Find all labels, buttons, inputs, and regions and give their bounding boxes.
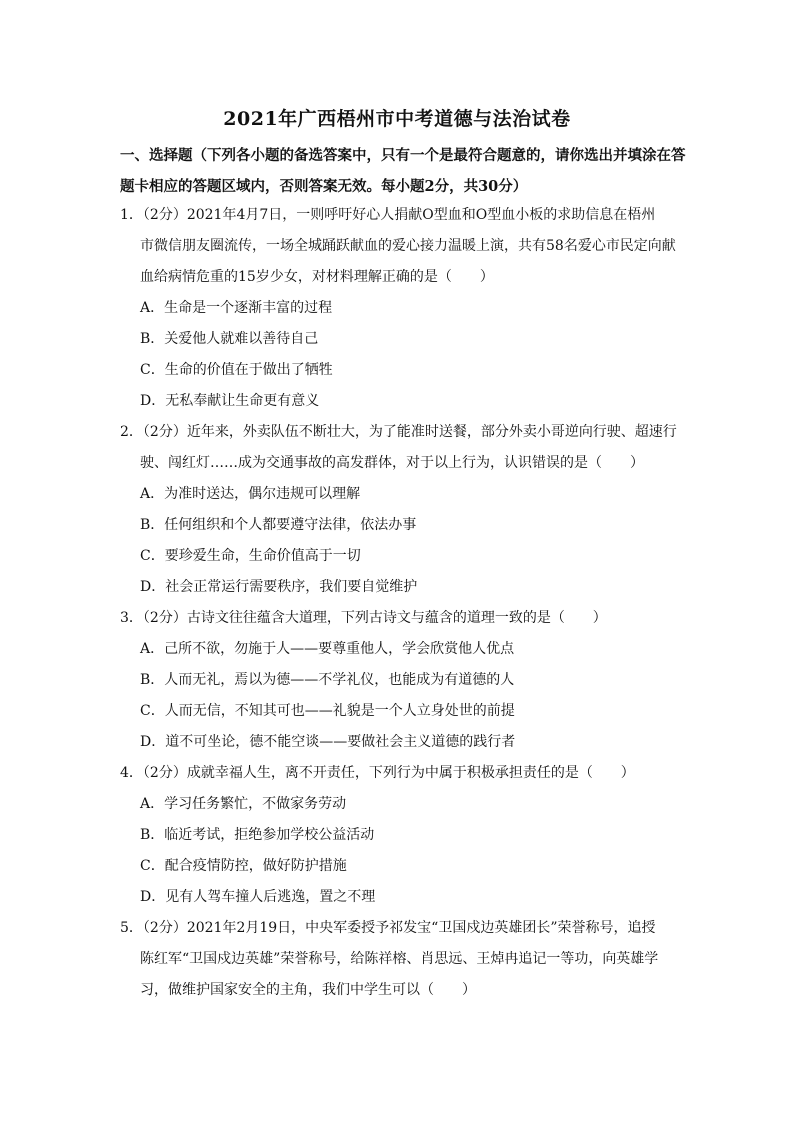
answer-option: C．配合疫情防控，做好防护措施 xyxy=(140,858,347,874)
answer-option: C．人而无信，不知其可也——礼貌是一个人立身处世的前提 xyxy=(140,703,515,719)
section-heading-line: 一、选择题（下列各小题的备选答案中，只有一个是最符合题意的，请你选出并填涂在答 xyxy=(120,147,686,164)
section-heading-line: 题卡相应的答题区域内，否则答案无效。每小题2分，共30分） xyxy=(120,178,528,195)
answer-option: C．生命的价值在于做出了牺牲 xyxy=(140,362,333,378)
answer-option: D．社会正常运行需要秩序，我们要自觉维护 xyxy=(140,579,418,595)
answer-option: B．人而无礼，焉以为德——不学礼仪，也能成为有道德的人 xyxy=(140,672,515,688)
answer-option: C．要珍爱生命，生命价值高于一切 xyxy=(140,548,361,564)
question-stem-line: 2．（2分）近年来，外卖队伍不断壮大，为了能准时送餐，部分外卖小哥逆向行驶、超速行 xyxy=(120,424,677,440)
question-item xyxy=(120,913,702,1006)
question-stem-line: 3．（2分）古诗文往往蕴含大道理，下列古诗文与蕴含的道理一致的是（ ） xyxy=(120,610,607,626)
question-item xyxy=(120,417,702,603)
question-stem-line: 习，做维护国家安全的主角，我们中学生可以（ ） xyxy=(140,982,476,998)
answer-option: A．为准时送达，偶尔违规可以理解 xyxy=(140,486,361,502)
question-stem-line: 4．（2分）成就幸福人生，离不开责任，下列行为中属于积极承担责任的是（ ） xyxy=(120,765,635,781)
question-stem-line: 血给病情危重的15岁少女，对材料理解正确的是（ ） xyxy=(140,269,494,285)
answer-option: B．任何组织和个人都要遵守法律，依法办事 xyxy=(140,517,417,533)
answer-option: A．学习任务繁忙，不做家务劳动 xyxy=(140,796,347,812)
answer-option: D．见有人驾车撞人后逃逸，置之不理 xyxy=(140,889,376,905)
answer-option: D．道不可坐论，德不能空谈——要做社会主义道德的践行者 xyxy=(140,734,516,750)
question-stem-line: 市微信朋友圈流传，一场全城踊跃献血的爱心接力温暖上演，共有58名爱心市民定向献 xyxy=(140,238,676,254)
answer-option: D．无私奉献让生命更有意义 xyxy=(140,393,320,409)
question-list xyxy=(120,200,702,1006)
question-stem-line: 驶、闯红灯……成为交通事故的高发群体，对于以上行为，认识错误的是（ ） xyxy=(140,455,644,471)
answer-option: B．关爱他人就难以善待自己 xyxy=(140,331,319,347)
answer-option: A．生命是一个逐渐丰富的过程 xyxy=(140,300,333,316)
question-stem-line: 5．（2分）2021年2月19日，中央军委授予祁发宝“卫国戍边英雄团长”荣誉称号，追授 xyxy=(120,920,656,936)
question-item xyxy=(120,758,702,913)
answer-option: A．己所不欲，勿施于人——要尊重他人，学会欣赏他人优点 xyxy=(140,641,515,657)
page-title: 2021年广西梧州市中考道德与法治试卷 xyxy=(223,108,571,130)
question-stem-line: 陈红军“卫国戍边英雄”荣誉称号，给陈祥榕、肖思远、王焯冉追记一等功，向英雄学 xyxy=(140,951,659,967)
question-stem-line: 1．（2分）2021年4月7日，一则呼吁好心人捐献O型血和O型血小板的求助信息在梧州 xyxy=(120,207,656,223)
question-item xyxy=(120,200,702,417)
section-heading xyxy=(120,140,700,202)
question-item xyxy=(120,603,702,758)
answer-option: B．临近考试，拒绝参加学校公益活动 xyxy=(140,827,375,843)
